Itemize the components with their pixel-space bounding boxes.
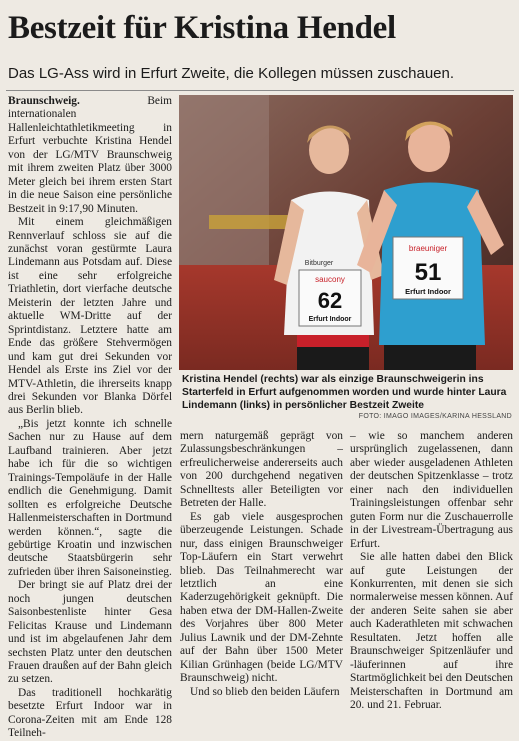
article-column-1: [8, 95, 172, 741]
bib-left-number: 62: [317, 288, 343, 313]
article-column-2: [180, 430, 343, 699]
paragraph-6: mern naturgemäß geprägt von Zulassungsbeschränkungen – erfreulicherweise andererseits auch von 200 durchgehend negativen Schnelltests aller Beteiligten vor Betreten der Halle.: [180, 430, 343, 510]
paragraph-2: Mit einem gleichmäßigen Rennverlauf schloss sie auf die zunächst voran gestürmte Laura Lindemann aus Potsdam auf. Diese ist eine sehr erfolgreiche Triathletin, dort vierfache deutsche Meisterin der letzten Jahre und aktuelle WM-Dritte auf der Sprintdistanz. Letztere hatte am Ende das größere Stehvermögen und kam gut drei Sekunden vor Hendel als Erste ins Ziel vor der MTV-Athletin, die ihrerseits knapp drei Sekunden vor Blanka Dörfel aus Berlin blieb.: [8, 216, 172, 417]
photo-caption: Kristina Hendel (rechts) war als einzige Braunschweigerin ins Starterfeld in Erfurt aufgenommen worden und wurde hinter Laura Lindemann (links) in persönlicher Bestzeit Zweite: [182, 374, 507, 411]
bib-left-sponsor: saucony: [315, 275, 345, 284]
photo-credit: FOTO: IMAGO IMAGES/KARINA HESSLAND: [358, 413, 512, 420]
paragraph-9: – wie so manchem anderen ursprünglich zugelassenen, dann aber wieder ausgeladenen Athleten der deutschen Spitzenklasse – trotz einer nach den individuellen Trainingsleistungen offenbar sehr guten Form nur die Zuschauerrolle in der Livestream-Übertragung aus Erfurt.: [350, 430, 513, 550]
paragraph-8: Und so blieb den beiden Läufern: [190, 685, 340, 698]
bib-right-number: 51: [414, 259, 442, 286]
paragraph-5: Das traditionell hochkarätig besetzte Erfurt Indoor war in Corona-Zeiten mit am Ende 128 Teilneh-: [8, 686, 172, 740]
article-column-3: [350, 430, 513, 713]
header-rule: [6, 90, 514, 91]
paragraph-4: Der bringt sie auf Platz drei der noch jungen deutschen Saisonbestenliste hinter Gesa Felicitas Krause und Lindemann und ist im abgelaufenen Jahr dem sechsten Platz unter den deutschen Frauen draußen auf der Bahn gleich zu setzen.: [8, 579, 172, 686]
paragraph-10: Sie alle hatten dabei den Blick auf gute Leistungen der Konkurrenten, mit denen sie sich normalerweise messen können. Auf der anderen Seite sahen sie aber auch Kaderathleten mit schwachen Resultaten. Jetzt hoffen alle Braunschweiger Spitzenläufer und -läuferinnen auf ihre Startmöglichkeit bei den Deutschen Meisterschaften in Dortmund am 20. und 21. Februar.: [350, 551, 513, 712]
singlet-brand: Bitburger: [304, 260, 334, 267]
paragraph-1: [8, 95, 172, 216]
bib-right-event: Erfurt Indoor: [405, 287, 451, 296]
dateline: Braunschweig.: [8, 95, 80, 107]
bib-left-event: Erfurt Indoor: [308, 316, 352, 323]
paragraph-3: „Bis jetzt konnte ich schnelle Sachen nur zu Hause auf dem Laufband trainieren. Aber jetzt habe ich für die so wichtigen Trainings-Tempoläufe in der Halle endlich die Genehmigung. Damit sollten es erfolgreiche Deutsche Hallenmeisterschaften in Dortmund werden können.“, sagte die gebürtige Kroatin und inzwischen deutsche Staatsbürgerin sehr zufrieden über ihren Saisoneinstieg.: [8, 417, 172, 578]
subheadline: Das LG-Ass wird in Erfurt Zweite, die Kollegen müssen zuschauen.: [8, 65, 455, 82]
race-photo: [179, 95, 513, 370]
paragraph-7: Es gab viele ausgesprochen überzeugende Leistungen. Schade nur, dass einigen Braunschweiger Top-Läufern ein Start verwehrt blieb. Das Teilnahmerecht war letztlich an eine Kaderzugehörigkeit geknüpft. Die haben etwa der DM-Hallen-Zweite des Vorjahres über 800 Meter Julius Lawnik und der DM-Zehnte auf der Bahn über 1500 Meter Kilian Grünhagen (beide LG/MTV Braunschweig) nicht.: [180, 510, 343, 685]
race-photo-illustration: [179, 95, 513, 370]
paragraph-1-text: Beim internationalen Hallenleichtathletikmeeting in Erfurt verbuchte Kristina Hendel von der LG/MTV Braunschweig mit ihrem zweiten Platz über 3000 Meter gleich bei ihrem ersten Start in die neue Saison eine persönliche Bestzeit in 9:17,90 Minuten.: [8, 95, 172, 215]
bib-right-sponsor: braeuniger: [408, 244, 448, 253]
headline: Bestzeit für Kristina Hendel: [8, 10, 396, 46]
